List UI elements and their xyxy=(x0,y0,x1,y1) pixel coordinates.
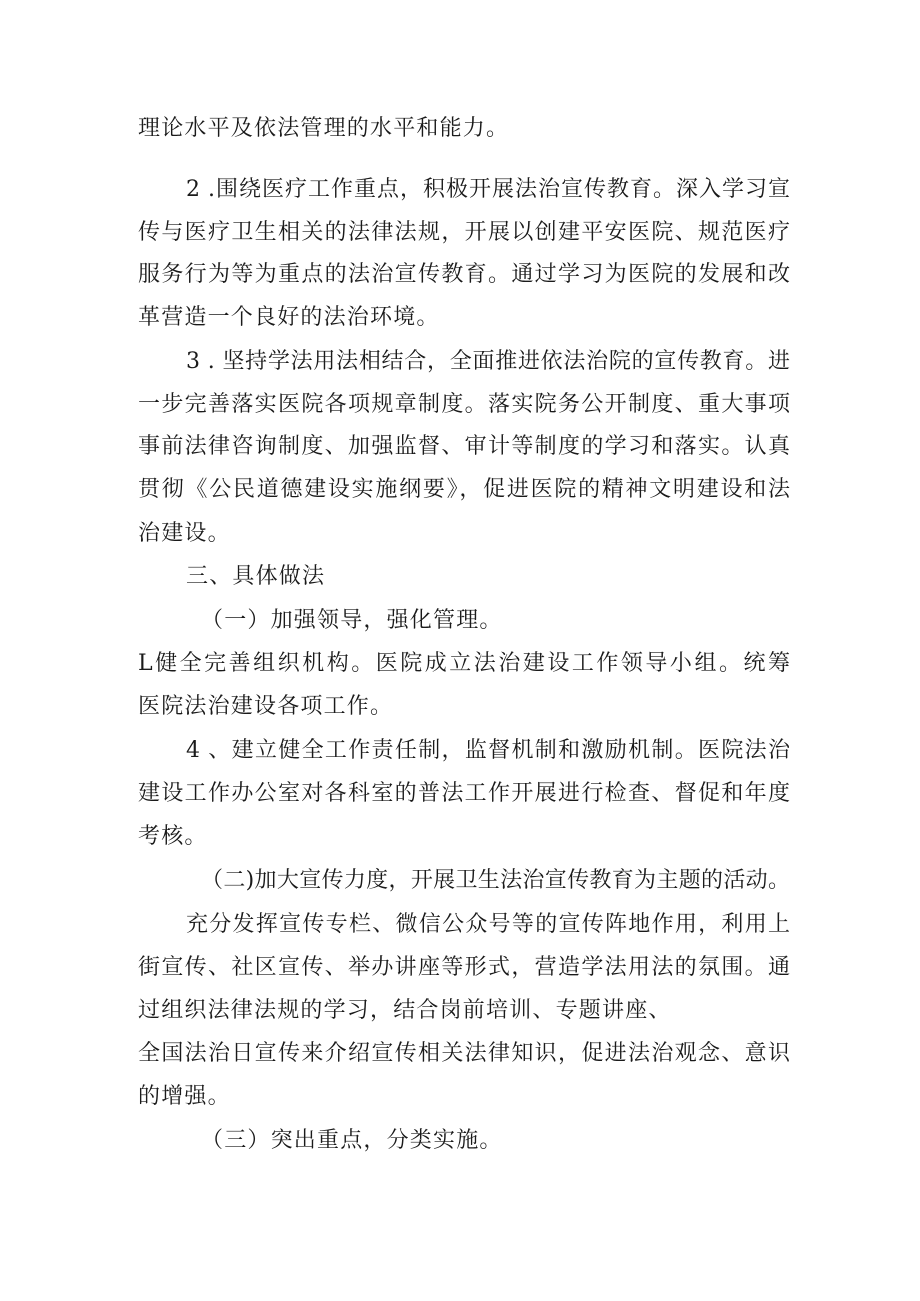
paragraph-line: 的增强。 xyxy=(138,1084,231,1109)
paragraph-line: 2 .围绕医疗工作重点，积极开展法治宣传教育。深入学习宣 xyxy=(186,177,790,202)
paragraph-line: 3 . 坚持学法用法相结合，全面推进依法治院的宣传教育。进 xyxy=(186,349,790,374)
paragraph-line: L健全完善组织机构。医院成立法治建设工作领导小组。统筹 xyxy=(138,651,790,676)
paragraph-line: 医院法治建设各项工作。 xyxy=(138,694,394,719)
paragraph-line: 充分发挥宣传专栏、微信公众号等的宣传阵地作用，利用上 xyxy=(186,912,790,937)
subsection-heading: （三）突出重点，分类实施。 xyxy=(201,1128,503,1153)
section-heading: 三、具体做法 xyxy=(186,564,326,589)
paragraph-line: 传与医疗卫生相关的法律法规，开展以创建平安医院、规范医疗 xyxy=(138,220,790,245)
paragraph-line: 考核。 xyxy=(138,824,208,849)
paragraph-line: 革营造一个良好的法治环境。 xyxy=(138,305,440,330)
subsection-heading: （二)加大宣传力度，开展卫生法治宣传教育为主题的活动。 xyxy=(201,868,790,893)
paragraph-line: 治建设。 xyxy=(138,521,231,546)
paragraph-line: 贯彻《公民道德建设实施纲要》，促进医院的精神文明建设和法 xyxy=(138,477,790,502)
subsection-heading: （一）加强领导，强化管理。 xyxy=(201,608,503,633)
paragraph-line: 全国法治日宣传来介绍宣传相关法律知识，促进法治观念、意识 xyxy=(138,1041,790,1066)
paragraph-line: 4 、建立健全工作责任制，监督机制和激励机制。医院法治 xyxy=(186,738,790,763)
paragraph-line: 过组织法律法规的学习，结合岗前培训、专题讲座、 xyxy=(138,998,672,1023)
paragraph-line: 街宣传、社区宣传、举办讲座等形式，营造学法用法的氛围。通 xyxy=(138,955,790,980)
paragraph-line: 一步完善落实医院各项规章制度。落实院务公开制度、重大事项 xyxy=(138,392,790,417)
paragraph-line: 建设工作办公室对各科室的普法工作开展进行检查、督促和年度 xyxy=(138,781,790,806)
text-line: 理论水平及依法管理的水平和能力。 xyxy=(138,116,510,141)
paragraph-line: 服务行为等为重点的法治宣传教育。通过学习为医院的发展和改 xyxy=(138,262,790,287)
paragraph-line: 事前法律咨询制度、加强监督、审计等制度的学习和落实。认真 xyxy=(138,434,790,459)
